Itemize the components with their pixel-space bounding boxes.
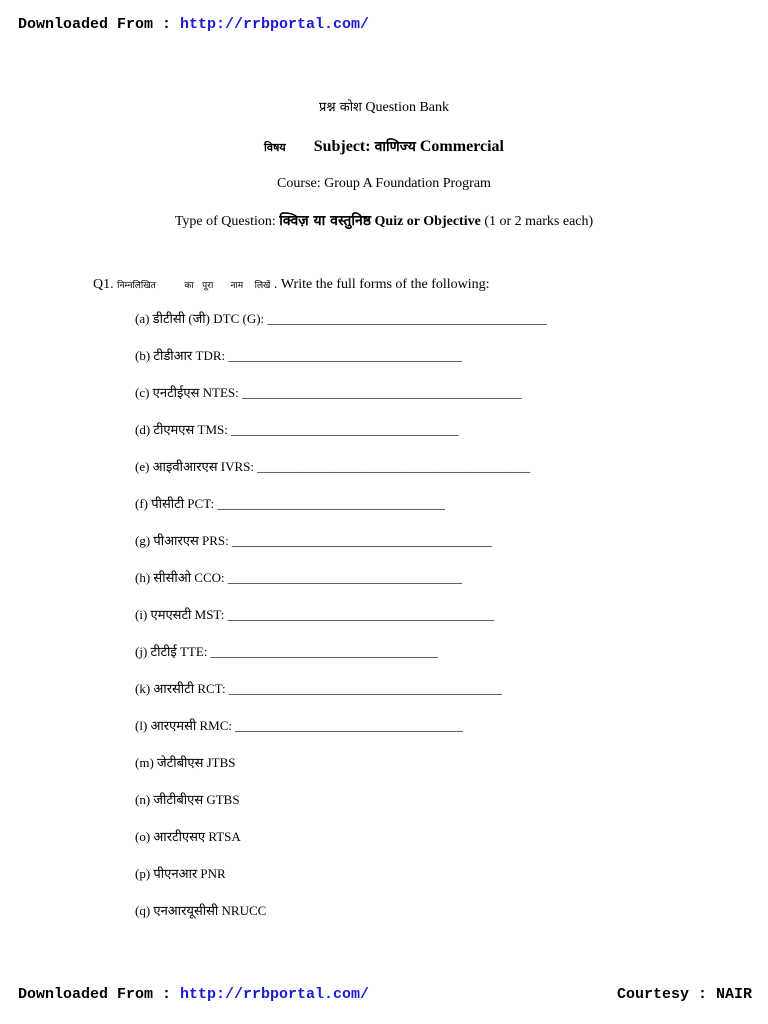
item-text: (b) टीडीआर TDR: ____________________________________	[135, 348, 463, 363]
subject-line	[0, 137, 768, 156]
question-number: Q1.	[93, 277, 114, 292]
title-english: Question Bank	[365, 100, 450, 115]
item-text: (o) आरटीएसए RTSA	[135, 829, 241, 844]
list-item	[135, 422, 547, 459]
list-item	[135, 829, 547, 866]
courtesy-credit: Courtesy : NAIR	[616, 986, 752, 1003]
list-item	[135, 903, 547, 940]
item-text: (h) सीसीओ CCO: ____________________________________	[135, 570, 462, 585]
question-1-heading	[93, 277, 490, 293]
subject-hindi-label: विषय	[263, 141, 286, 154]
list-item	[135, 533, 547, 570]
subject-english-value: Commercial	[419, 138, 504, 155]
question-type-hindi: क्विज़ या वस्तुनिष्ठ	[279, 213, 372, 229]
list-item	[135, 792, 547, 829]
list-item	[135, 311, 547, 348]
question-type-english: Quiz or Objective	[374, 214, 481, 229]
item-text: (c) एनटीईएस NTES: ___________________________________________	[135, 385, 522, 400]
item-text: (l) आरएमसी RMC: ___________________________________	[135, 718, 463, 733]
bottom-banner-link[interactable]: http://rrbportal.com/	[180, 986, 370, 1003]
item-text: (m) जेटीबीएस JTBS	[135, 755, 236, 770]
bottom-download-banner	[18, 986, 369, 1003]
subject-english-label: Subject:	[313, 138, 371, 155]
item-text: (f) पीसीटी PCT: ___________________________________	[135, 496, 445, 511]
item-text: (k) आरसीटी RCT: __________________________________________	[135, 681, 502, 696]
title-hindi: प्रश्न कोश	[318, 100, 362, 115]
list-item	[135, 496, 547, 533]
item-text: (e) आइवीआरएस IVRS: __________________________________________	[135, 459, 531, 474]
list-item	[135, 459, 547, 496]
list-item	[135, 570, 547, 607]
top-download-banner	[18, 16, 369, 33]
list-item	[135, 718, 547, 755]
question-hindi: निम्नलिखित का पूरा नाम लिखें	[117, 281, 271, 291]
subject-hindi-value: वाणिज्य	[374, 139, 416, 155]
course-line: Course: Group A Foundation Program	[277, 176, 491, 191]
top-banner-prefix: Downloaded From :	[18, 16, 181, 33]
list-item	[135, 348, 547, 385]
question-items-list	[135, 311, 547, 940]
item-text: (d) टीएमएस TMS: ___________________________________	[135, 422, 459, 437]
item-text: (p) पीएनआर PNR	[135, 866, 226, 881]
list-item	[135, 644, 547, 681]
item-text: (g) पीआरएस PRS: ________________________________________	[135, 533, 492, 548]
question-type-note: (1 or 2 marks each)	[484, 214, 594, 229]
top-banner-link[interactable]: http://rrbportal.com/	[180, 16, 370, 33]
bottom-banner-prefix: Downloaded From :	[18, 986, 181, 1003]
list-item	[135, 681, 547, 718]
list-item	[135, 385, 547, 422]
item-text: (q) एनआरयूसीसी NRUCC	[135, 903, 267, 918]
list-item	[135, 866, 547, 903]
question-english: . Write the full forms of the following:	[273, 277, 490, 292]
item-text: (i) एमएसटी MST: _________________________________________	[135, 607, 495, 622]
list-item	[135, 607, 547, 644]
item-text: (a) डीटीसी (जी) DTC (G): ___________________________________________	[135, 311, 547, 326]
question-type-line	[0, 211, 768, 230]
question-type-label: Type of Question:	[174, 214, 276, 229]
item-text: (j) टीटीई TTE: ___________________________________	[135, 644, 439, 659]
page-title	[0, 97, 768, 116]
item-text: (n) जीटीबीएस GTBS	[135, 792, 240, 807]
list-item	[135, 755, 547, 792]
